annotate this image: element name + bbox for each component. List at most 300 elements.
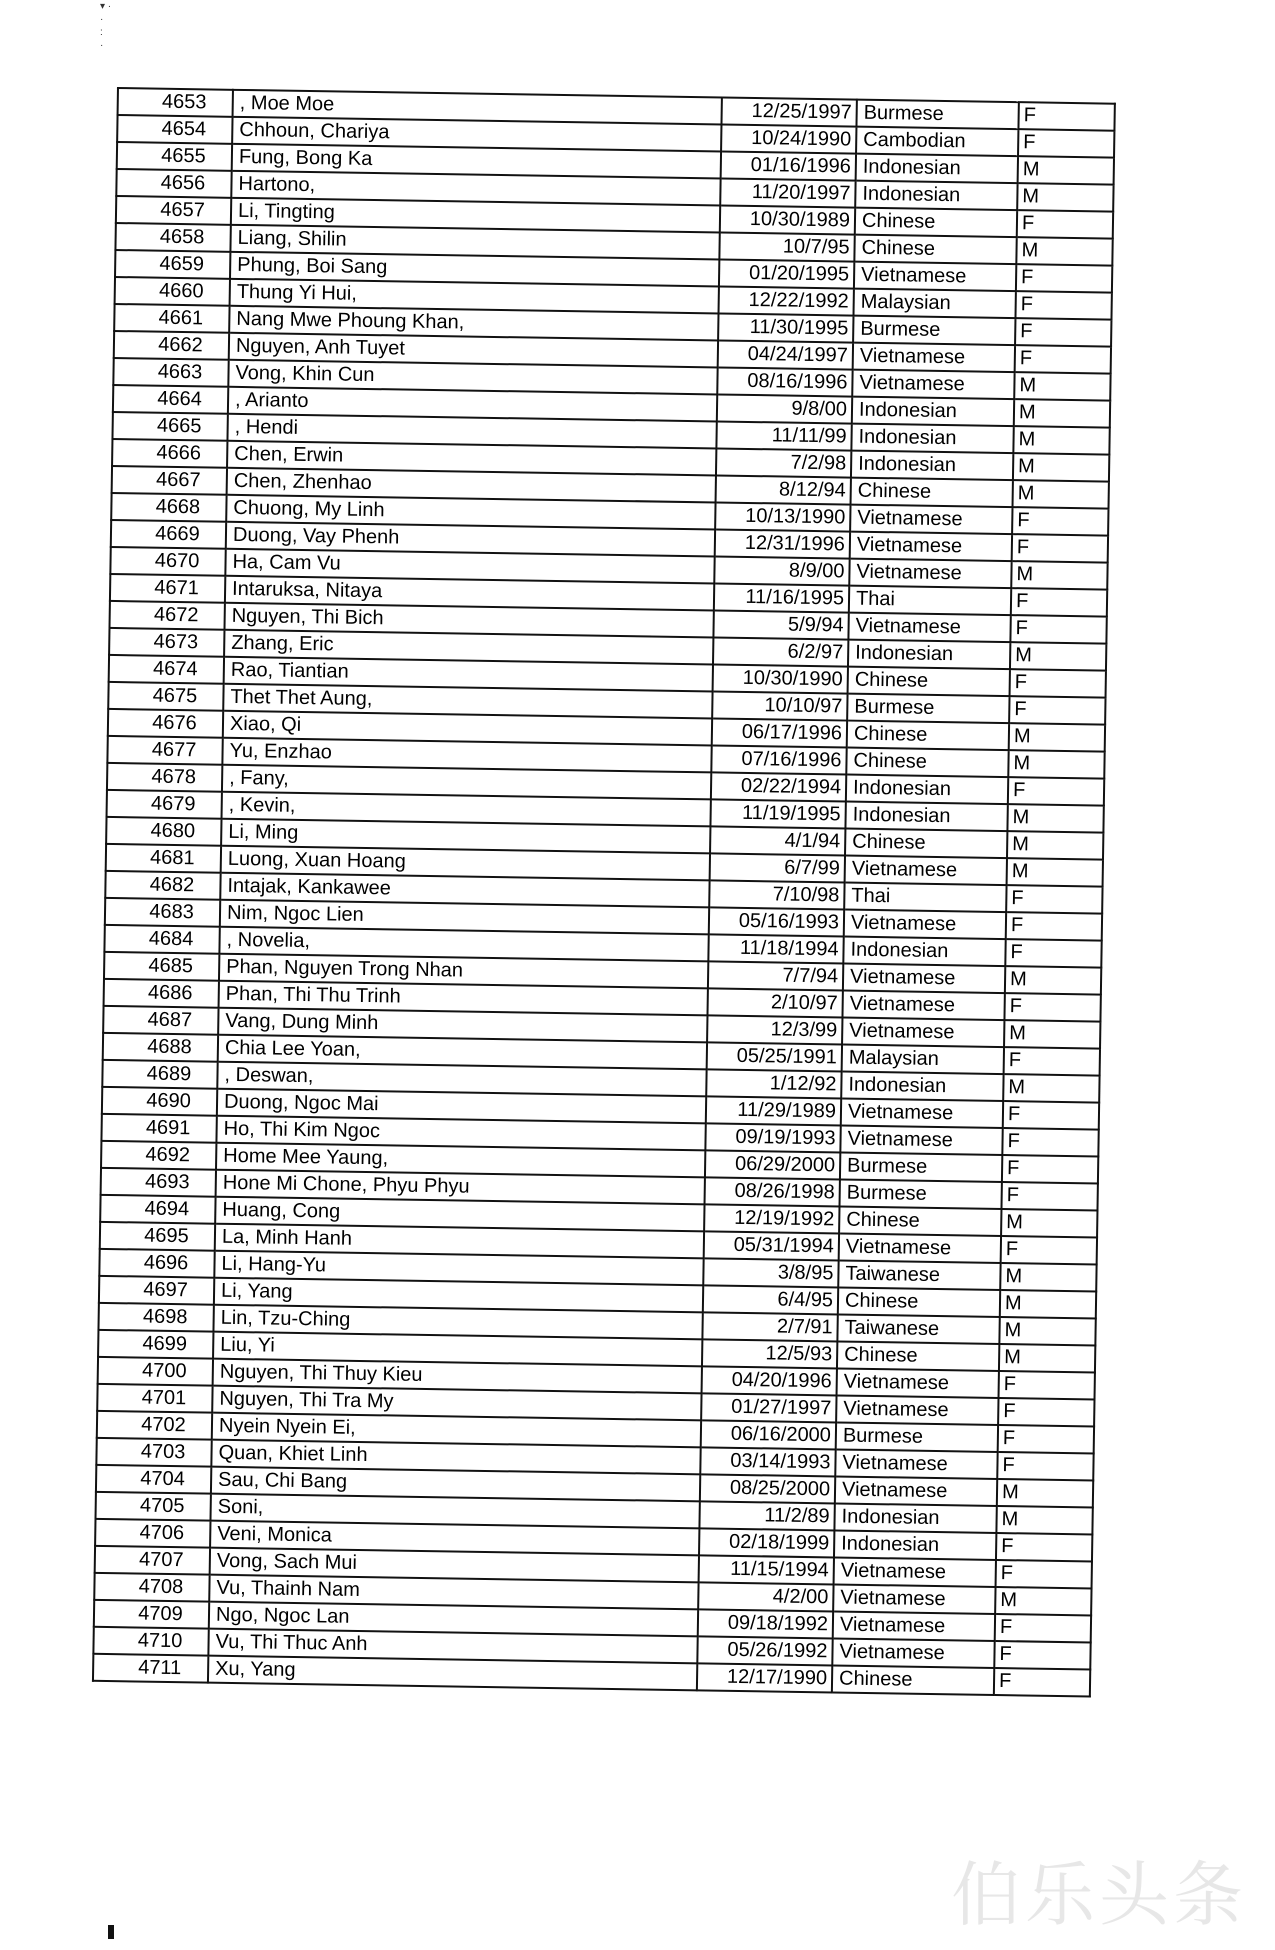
sex-cell: M: [1007, 831, 1103, 860]
sex-cell: F: [1015, 291, 1111, 320]
name-cell: Liu, Yi: [213, 1332, 702, 1367]
student-id-cell: 4704: [96, 1465, 211, 1494]
student-id-cell: 4678: [107, 763, 222, 792]
student-id-cell: 4655: [117, 142, 232, 171]
sex-cell: F: [1017, 210, 1113, 239]
sex-cell: F: [1004, 993, 1100, 1022]
name-cell: Nang Mwe Phoung Khan,: [229, 306, 718, 341]
nationality-cell: Vietnamese: [842, 1018, 1004, 1048]
sex-cell: F: [1002, 1155, 1098, 1184]
nationality-cell: Taiwanese: [837, 1314, 999, 1344]
nationality-cell: Vietnamese: [852, 370, 1014, 400]
birth-date-cell: 04/20/1996: [702, 1366, 837, 1395]
nationality-cell: Indonesian: [851, 451, 1013, 481]
name-cell: , Novelia,: [219, 927, 708, 962]
student-id-cell: 4709: [94, 1600, 209, 1629]
birth-date-cell: 03/14/1993: [700, 1447, 835, 1476]
birth-date-cell: 08/25/2000: [700, 1474, 835, 1503]
birth-date-cell: 11/16/1995: [714, 583, 849, 612]
nationality-cell: Vietnamese: [840, 1125, 1002, 1155]
sex-cell: M: [1014, 372, 1110, 401]
nationality-cell: Vietnamese: [850, 532, 1012, 562]
birth-date-cell: 10/10/97: [712, 691, 847, 720]
student-id-cell: 4691: [101, 1114, 216, 1143]
birth-date-cell: 06/16/2000: [701, 1420, 836, 1449]
nationality-cell: Vietnamese: [853, 343, 1015, 373]
nationality-cell: Chinese: [838, 1287, 1000, 1317]
name-cell: Intaruksa, Nitaya: [225, 576, 714, 611]
nationality-cell: Chinese: [837, 1341, 999, 1371]
student-id-cell: 4665: [112, 412, 227, 441]
sex-cell: M: [1010, 642, 1106, 671]
student-id-cell: 4679: [107, 790, 222, 819]
birth-date-cell: 12/31/1996: [715, 529, 850, 558]
nationality-cell: Vietnamese: [832, 1638, 994, 1668]
nationality-cell: Vietnamese: [835, 1449, 997, 1479]
name-cell: Li, Ming: [221, 819, 710, 854]
birth-date-cell: 01/16/1996: [721, 151, 856, 180]
nationality-cell: Chinese: [845, 829, 1007, 859]
sex-cell: M: [999, 1317, 1095, 1346]
sex-cell: M: [1013, 453, 1109, 482]
student-id-cell: 4703: [96, 1438, 211, 1467]
birth-date-cell: 09/19/1993: [705, 1123, 840, 1152]
nationality-cell: Vietnamese: [850, 505, 1012, 535]
scan-edge-mark: [108, 1925, 114, 1939]
nationality-cell: Cambodian: [856, 127, 1018, 157]
birth-date-cell: 11/11/99: [716, 421, 851, 450]
birth-date-cell: 8/9/00: [714, 556, 849, 585]
sex-cell: F: [1009, 696, 1105, 725]
birth-date-cell: 5/9/94: [713, 610, 848, 639]
sex-cell: F: [998, 1425, 1094, 1454]
nationality-cell: Indonesian: [852, 397, 1014, 427]
name-cell: , Kevin,: [222, 792, 711, 827]
nationality-cell: Vietnamese: [842, 991, 1004, 1021]
nationality-cell: Indonesian: [845, 802, 1007, 832]
name-cell: Sau, Chi Bang: [211, 1467, 700, 1502]
name-cell: Phung, Boi Sang: [230, 252, 719, 287]
sex-cell: M: [1001, 1209, 1097, 1238]
birth-date-cell: 11/2/89: [699, 1501, 834, 1530]
nationality-cell: Vietnamese: [839, 1233, 1001, 1263]
nationality-cell: Chinese: [846, 748, 1008, 778]
name-cell: Rao, Tiantian: [224, 657, 713, 692]
sex-cell: M: [996, 1506, 1092, 1535]
student-id-cell: 4676: [108, 709, 223, 738]
birth-date-cell: 06/29/2000: [705, 1150, 840, 1179]
sex-cell: F: [994, 1668, 1090, 1697]
sex-cell: F: [1008, 777, 1104, 806]
birth-date-cell: 2/10/97: [707, 988, 842, 1017]
birth-date-cell: 12/19/1992: [704, 1204, 839, 1233]
student-id-cell: 4686: [104, 979, 219, 1008]
birth-date-cell: 4/2/00: [698, 1582, 833, 1611]
name-cell: Chen, Erwin: [227, 441, 716, 476]
birth-date-cell: 12/25/1997: [721, 98, 856, 127]
sex-cell: F: [1005, 939, 1101, 968]
student-id-cell: 4663: [113, 358, 228, 387]
birth-date-cell: 02/18/1999: [699, 1528, 834, 1557]
nationality-cell: Chinese: [851, 478, 1013, 508]
birth-date-cell: 12/3/99: [707, 1015, 842, 1044]
sex-cell: M: [1007, 804, 1103, 833]
name-cell: Nyein Nyein Ei,: [212, 1413, 701, 1448]
name-cell: Phan, Nguyen Trong Nhan: [219, 954, 708, 989]
name-cell: , Hendi: [227, 414, 716, 449]
sex-cell: F: [997, 1452, 1093, 1481]
name-cell: Ngo, Ngoc Lan: [209, 1602, 698, 1637]
student-id-cell: 4696: [99, 1249, 214, 1278]
student-id-cell: 4697: [99, 1276, 214, 1305]
roster-body: [93, 88, 1115, 1696]
name-cell: Intajak, Kankawee: [220, 873, 709, 908]
birth-date-cell: 05/26/1992: [697, 1636, 832, 1665]
student-id-cell: 4668: [111, 493, 226, 522]
nationality-cell: Vietnamese: [835, 1476, 997, 1506]
student-id-cell: 4670: [110, 547, 225, 576]
student-id-cell: 4685: [104, 952, 219, 981]
student-id-cell: 4688: [103, 1033, 218, 1062]
birth-date-cell: 11/18/1994: [708, 934, 843, 963]
name-cell: Nguyen, Thi Thuy Kieu: [213, 1359, 702, 1394]
sex-cell: F: [999, 1371, 1095, 1400]
nationality-cell: Vietnamese: [854, 262, 1016, 292]
student-id-cell: 4682: [105, 871, 220, 900]
nationality-cell: Burmese: [853, 316, 1015, 346]
sex-cell: M: [997, 1479, 1093, 1508]
sex-cell: M: [1016, 237, 1112, 266]
sex-cell: F: [1003, 1101, 1099, 1130]
student-id-cell: 4675: [108, 682, 223, 711]
nationality-cell: Vietnamese: [849, 559, 1011, 589]
student-id-cell: 4684: [104, 925, 219, 954]
birth-date-cell: 08/26/1998: [705, 1177, 840, 1206]
student-id-cell: 4659: [115, 250, 230, 279]
name-cell: Xu, Yang: [208, 1656, 697, 1691]
student-id-cell: 4687: [103, 1006, 218, 1035]
name-cell: Lin, Tzu-Ching: [213, 1305, 702, 1340]
name-cell: , Arianto: [228, 387, 717, 422]
name-cell: Luong, Xuan Hoang: [221, 846, 710, 881]
sex-cell: F: [1016, 264, 1112, 293]
birth-date-cell: 10/30/1989: [720, 205, 855, 234]
nationality-cell: Vietnamese: [845, 856, 1007, 886]
name-cell: Duong, Vay Phenh: [226, 522, 715, 557]
student-id-cell: 4692: [101, 1141, 216, 1170]
student-id-cell: 4677: [107, 736, 222, 765]
sex-cell: M: [1018, 156, 1114, 185]
birth-date-cell: 05/31/1994: [704, 1231, 839, 1260]
nationality-cell: Chinese: [839, 1206, 1001, 1236]
nationality-cell: Vietnamese: [837, 1368, 999, 1398]
nationality-cell: Burmese: [840, 1179, 1002, 1209]
sex-cell: M: [1017, 183, 1113, 212]
sex-cell: M: [995, 1587, 1091, 1616]
birth-date-cell: 7/7/94: [708, 961, 843, 990]
roster-table: [92, 87, 1116, 1697]
nationality-cell: Vietnamese: [841, 1099, 1003, 1129]
name-cell: La, Minh Hanh: [215, 1224, 704, 1259]
sex-cell: M: [1014, 399, 1110, 428]
birth-date-cell: 2/7/91: [702, 1312, 837, 1341]
birth-date-cell: 6/4/95: [703, 1285, 838, 1314]
student-id-cell: 4666: [112, 439, 227, 468]
student-id-cell: 4669: [111, 520, 226, 549]
student-id-cell: 4658: [115, 223, 230, 252]
nationality-cell: Vietnamese: [843, 964, 1005, 994]
birth-date-cell: 8/12/94: [716, 475, 851, 504]
birth-date-cell: 7/2/98: [716, 448, 851, 477]
sex-cell: F: [1004, 1047, 1100, 1076]
sex-cell: F: [1010, 615, 1106, 644]
nationality-cell: Burmese: [847, 694, 1009, 724]
student-id-cell: 4701: [97, 1384, 212, 1413]
sex-cell: F: [1012, 534, 1108, 563]
student-id-cell: 4699: [98, 1330, 213, 1359]
birth-date-cell: 10/24/1990: [721, 124, 856, 153]
birth-date-cell: 12/5/93: [702, 1339, 837, 1368]
name-cell: Quan, Khiet Linh: [211, 1440, 700, 1475]
student-id-cell: 4695: [100, 1222, 215, 1251]
sex-cell: M: [1008, 750, 1104, 779]
nationality-cell: Indonesian: [841, 1072, 1003, 1102]
sex-cell: F: [1015, 318, 1111, 347]
watermark-logo: 伯乐头条: [951, 1854, 1247, 1936]
birth-date-cell: 6/2/97: [713, 637, 848, 666]
birth-date-cell: 10/13/1990: [715, 502, 850, 531]
name-cell: Nguyen, Anh Tuyet: [229, 333, 718, 368]
sex-cell: F: [1002, 1128, 1098, 1157]
birth-date-cell: 11/29/1989: [706, 1096, 841, 1125]
student-id-cell: 4708: [94, 1573, 209, 1602]
name-cell: Chia Lee Yoan,: [218, 1035, 707, 1070]
name-cell: Vu, Thi Thuc Anh: [208, 1629, 697, 1664]
name-cell: Hone Mi Chone, Phyu Phyu: [216, 1170, 705, 1205]
name-cell: Veni, Monica: [210, 1521, 699, 1556]
sex-cell: F: [1006, 912, 1102, 941]
name-cell: Li, Hang-Yu: [214, 1251, 703, 1286]
name-cell: Huang, Cong: [215, 1197, 704, 1232]
nationality-cell: Vietnamese: [848, 613, 1010, 643]
birth-date-cell: 09/18/1992: [698, 1609, 833, 1638]
nationality-cell: Indonesian: [848, 640, 1010, 670]
name-cell: Vong, Khin Cun: [228, 360, 717, 395]
nationality-cell: Thai: [849, 586, 1011, 616]
student-id-cell: 4654: [117, 115, 232, 144]
birth-date-cell: 11/30/1995: [718, 313, 853, 342]
student-id-cell: 4660: [115, 277, 230, 306]
name-cell: Thet Thet Aung,: [223, 684, 712, 719]
student-id-cell: 4707: [95, 1546, 210, 1575]
birth-date-cell: 06/17/1996: [712, 718, 847, 747]
nationality-cell: Vietnamese: [836, 1395, 998, 1425]
name-cell: Zhang, Eric: [224, 630, 713, 665]
nationality-cell: Chinese: [854, 235, 1016, 265]
sex-cell: F: [995, 1614, 1091, 1643]
sex-cell: F: [1001, 1182, 1097, 1211]
birth-date-cell: 4/1/94: [710, 826, 845, 855]
nationality-cell: Burmese: [840, 1152, 1002, 1182]
nationality-cell: Burmese: [836, 1422, 998, 1452]
nationality-cell: Indonesian: [855, 181, 1017, 211]
nationality-cell: Vietnamese: [833, 1611, 995, 1641]
nationality-cell: Taiwanese: [838, 1260, 1000, 1290]
birth-date-cell: 01/27/1997: [701, 1393, 836, 1422]
name-cell: , Deswan,: [217, 1062, 706, 1097]
name-cell: , Fany,: [222, 765, 711, 800]
name-cell: Chuong, My Linh: [226, 495, 715, 530]
sex-cell: F: [994, 1641, 1090, 1670]
sex-cell: M: [1005, 966, 1101, 995]
sex-cell: M: [1000, 1263, 1096, 1292]
student-id-cell: 4706: [95, 1519, 210, 1548]
student-id-cell: 4690: [102, 1087, 217, 1116]
sex-cell: F: [998, 1398, 1094, 1427]
name-cell: Ha, Cam Vu: [225, 549, 714, 584]
birth-date-cell: 10/7/95: [719, 232, 854, 261]
student-id-cell: 4700: [98, 1357, 213, 1386]
birth-date-cell: 7/10/98: [709, 880, 844, 909]
birth-date-cell: 6/7/99: [710, 853, 845, 882]
birth-date-cell: 3/8/95: [703, 1258, 838, 1287]
birth-date-cell: 05/25/1991: [707, 1042, 842, 1071]
nationality-cell: Indonesian: [843, 937, 1005, 967]
name-cell: Nguyen, Thi Bich: [224, 603, 713, 638]
birth-date-cell: 12/22/1992: [719, 286, 854, 315]
birth-date-cell: 12/17/1990: [697, 1663, 832, 1692]
student-id-cell: 4683: [105, 898, 220, 927]
student-id-cell: 4705: [96, 1492, 211, 1521]
nationality-cell: Indonesian: [834, 1530, 996, 1560]
birth-date-cell: 04/24/1997: [718, 340, 853, 369]
sex-cell: M: [1000, 1290, 1096, 1319]
nationality-cell: Vietnamese: [833, 1584, 995, 1614]
sex-cell: F: [1012, 507, 1108, 536]
nationality-cell: Burmese: [856, 100, 1018, 130]
nationality-cell: Chinese: [847, 721, 1009, 751]
birth-date-cell: 9/8/00: [717, 394, 852, 423]
birth-date-cell: 08/16/1996: [717, 367, 852, 396]
nationality-cell: Malaysian: [854, 289, 1016, 319]
sex-cell: M: [1003, 1074, 1099, 1103]
student-id-cell: 4667: [112, 466, 227, 495]
nationality-cell: Chinese: [855, 208, 1017, 238]
sex-cell: M: [1013, 480, 1109, 509]
sex-cell: M: [1007, 858, 1103, 887]
student-id-cell: 4694: [100, 1195, 215, 1224]
student-id-cell: 4710: [93, 1627, 208, 1656]
name-cell: Vu, Thainh Nam: [209, 1575, 698, 1610]
name-cell: Soni,: [210, 1494, 699, 1529]
student-id-cell: 4693: [101, 1168, 216, 1197]
name-cell: Phan, Thi Thu Trinh: [219, 981, 708, 1016]
name-cell: Thung Yi Hui,: [230, 279, 719, 314]
sex-cell: M: [999, 1344, 1095, 1373]
student-id-cell: 4672: [110, 601, 225, 630]
student-id-cell: 4680: [106, 817, 221, 846]
birth-date-cell: 11/19/1995: [710, 799, 845, 828]
name-cell: Home Mee Yaung,: [216, 1143, 705, 1178]
name-cell: Chhoun, Chariya: [232, 117, 721, 152]
name-cell: Yu, Enzhao: [222, 738, 711, 773]
name-cell: Vang, Dung Minh: [218, 1008, 707, 1043]
name-cell: Nim, Ngoc Lien: [220, 900, 709, 935]
birth-date-cell: 01/20/1995: [719, 259, 854, 288]
nationality-cell: Vietnamese: [834, 1557, 996, 1587]
nationality-cell: Indonesian: [856, 154, 1018, 184]
nationality-cell: Malaysian: [842, 1045, 1004, 1075]
name-cell: Vong, Sach Mui: [210, 1548, 699, 1583]
sex-cell: F: [1010, 669, 1106, 698]
student-id-cell: 4674: [109, 655, 224, 684]
birth-date-cell: 02/22/1994: [711, 772, 846, 801]
scan-specks: ▾ · · : ·: [100, 1, 112, 51]
sex-cell: M: [1009, 723, 1105, 752]
sex-cell: F: [996, 1533, 1092, 1562]
student-id-cell: 4671: [110, 574, 225, 603]
birth-date-cell: 10/30/1990: [713, 664, 848, 693]
name-cell: Nguyen, Thi Tra My: [212, 1386, 701, 1421]
student-id-cell: 4698: [98, 1303, 213, 1332]
name-cell: Xiao, Qi: [223, 711, 712, 746]
name-cell: Liang, Shilin: [230, 225, 719, 260]
student-id-cell: 4656: [116, 169, 231, 198]
birth-date-cell: 11/20/1997: [720, 178, 855, 207]
nationality-cell: Indonesian: [834, 1503, 996, 1533]
name-cell: Fung, Bong Ka: [232, 144, 721, 179]
sex-cell: F: [996, 1560, 1092, 1589]
sex-cell: F: [1001, 1236, 1097, 1265]
birth-date-cell: 1/12/92: [706, 1069, 841, 1098]
name-cell: Duong, Ngoc Mai: [217, 1089, 706, 1124]
name-cell: Hartono,: [231, 171, 720, 206]
sex-cell: F: [1011, 588, 1107, 617]
birth-date-cell: 11/15/1994: [699, 1555, 834, 1584]
sex-cell: M: [1004, 1020, 1100, 1049]
name-cell: Chen, Zhenhao: [227, 468, 716, 503]
birth-date-cell: 07/16/1996: [711, 745, 846, 774]
student-id-cell: 4673: [109, 628, 224, 657]
student-id-cell: 4664: [113, 385, 228, 414]
student-id-cell: 4702: [97, 1411, 212, 1440]
nationality-cell: Chinese: [832, 1665, 994, 1695]
sex-cell: M: [1011, 561, 1107, 590]
nationality-cell: Indonesian: [851, 424, 1013, 454]
name-cell: Ho, Thi Kim Ngoc: [216, 1116, 705, 1151]
name-cell: , Moe Moe: [233, 90, 722, 125]
sex-cell: F: [1006, 885, 1102, 914]
nationality-cell: Chinese: [848, 667, 1010, 697]
sex-cell: F: [1018, 102, 1114, 131]
name-cell: Li, Tingting: [231, 198, 720, 233]
student-id-cell: 4689: [102, 1060, 217, 1089]
sex-cell: F: [1018, 129, 1114, 158]
student-id-cell: 4653: [118, 88, 233, 117]
nationality-cell: Thai: [844, 883, 1006, 913]
student-id-cell: 4662: [114, 331, 229, 360]
nationality-cell: Vietnamese: [844, 910, 1006, 940]
student-id-cell: 4711: [93, 1654, 208, 1683]
nationality-cell: Indonesian: [846, 775, 1008, 805]
student-id-cell: 4681: [106, 844, 221, 873]
student-id-cell: 4661: [114, 304, 229, 333]
student-id-cell: 4657: [116, 196, 231, 225]
sex-cell: M: [1013, 426, 1109, 455]
birth-date-cell: 05/16/1993: [709, 907, 844, 936]
sex-cell: F: [1015, 345, 1111, 374]
name-cell: Li, Yang: [214, 1278, 703, 1313]
